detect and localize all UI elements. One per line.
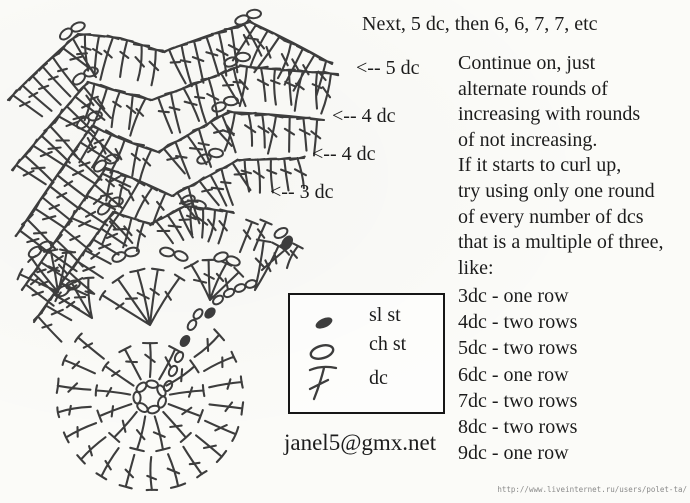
row-arrow-4dc-upper: <-- 4 dc: [332, 105, 396, 127]
dc-rows-item: 3dc - one row: [458, 285, 569, 307]
instructions-paragraph: [458, 51, 664, 281]
dc-rows-item: 7dc - two rows: [458, 389, 578, 412]
header-note: Next, 5 dc, then 6, 6, 7, 7, etc: [362, 13, 598, 35]
dc-rows-item: 4dc - two rows: [458, 311, 578, 334]
dc-rows-item: 5dc - two rows: [458, 337, 578, 360]
instruction-line: alternate rounds of: [458, 77, 608, 100]
dc-symbol: [303, 361, 343, 403]
instruction-line: that is a multiple of three,: [458, 231, 664, 254]
sl-st-symbol: [304, 311, 344, 335]
instruction-line: of not increasing.: [458, 128, 598, 151]
dc-rows-item: 9dc - one row: [458, 442, 569, 465]
legend-label-dc: dc: [369, 367, 388, 389]
instruction-line: increasing with rounds: [458, 103, 641, 126]
dc-rows-item: 8dc - two rows: [458, 416, 578, 439]
row-arrow-3dc: <-- 3 dc: [270, 181, 334, 203]
row-arrow-5dc: <-- 5 dc: [356, 57, 420, 79]
instruction-line: like:: [458, 256, 494, 279]
row-arrow-4dc-lower: <-- 4 dc: [312, 143, 376, 165]
source-url: http://www.liveinternet.ru/users/polet-ta/: [497, 485, 687, 494]
legend-label-sl-st: sl st: [369, 304, 401, 326]
instruction-line: Continue on, just: [458, 52, 596, 74]
legend-label-ch-st: ch st: [369, 333, 407, 355]
dc-rows-list: [458, 283, 577, 466]
dc-rows-item: 6dc - one row: [458, 363, 569, 386]
legend-box: [288, 293, 445, 414]
author-email: janel5@gmx.net: [284, 430, 437, 455]
instruction-line: try using only one round: [458, 179, 655, 202]
instruction-line: If it starts to curl up,: [458, 154, 622, 177]
instruction-line: of every number of dcs: [458, 205, 644, 228]
